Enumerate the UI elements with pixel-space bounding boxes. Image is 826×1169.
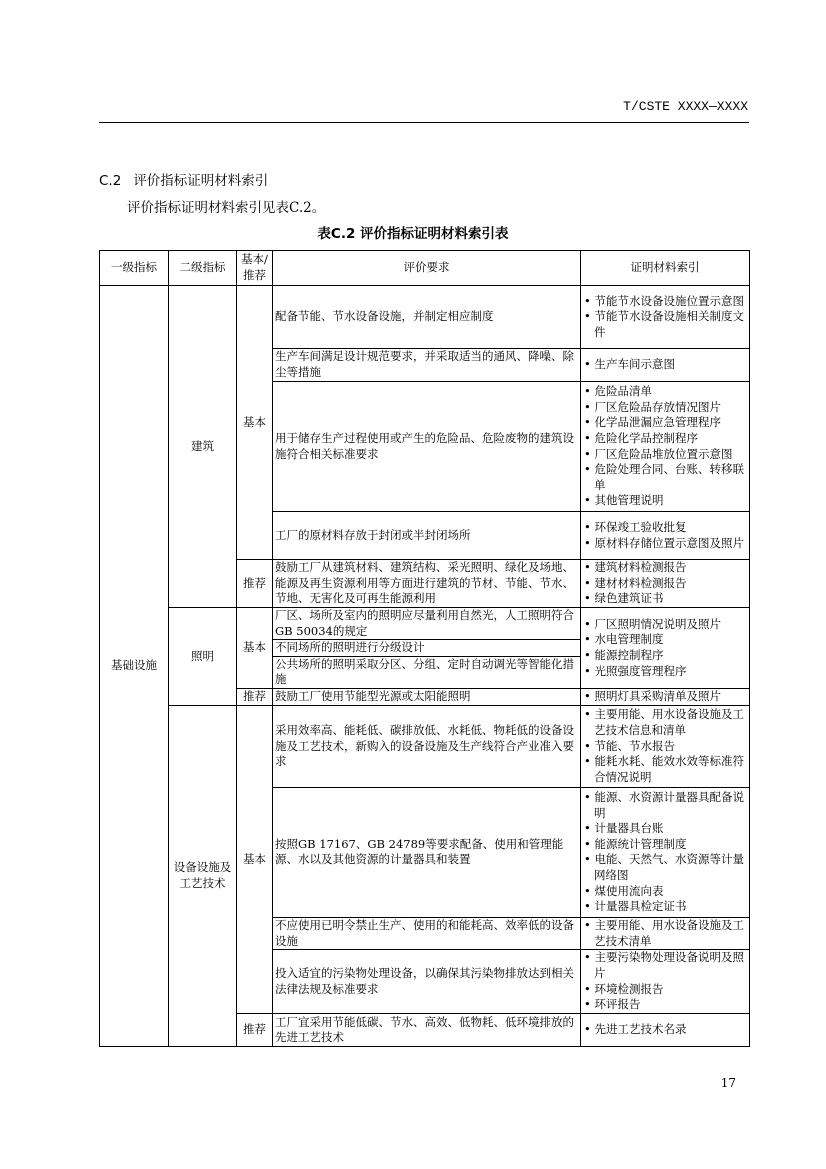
evidence-cell: [581, 950, 750, 1014]
type-cell: 基本: [237, 286, 273, 560]
evidence-item: • 水电管理制度: [584, 632, 747, 648]
evidence-item: • 建筑材料检测报告: [584, 560, 747, 576]
section-number: C.2: [99, 173, 122, 189]
evidence-cell: [581, 560, 750, 608]
type-cell: 推荐: [237, 1014, 273, 1047]
requirement-cell: 投入适宜的污染物处理设备，以确保其污染物排放达到相关法律法规及标准要求: [273, 950, 581, 1014]
requirement-cell: 配备节能、节水设备设施，并制定相应制度: [273, 286, 581, 349]
header-level1: 一级指标: [100, 251, 169, 286]
level2-cell: 照明: [169, 608, 237, 706]
requirement-cell: 采用效率高、能耗低、碳排放低、水耗低、物耗低的设备设施及工艺技术，新购入的设备设施及生产线符合产业准入要求: [273, 705, 581, 787]
evidence-item: • 光照强度管理程序: [584, 664, 747, 680]
type-cell: 基本: [237, 608, 273, 689]
header-evidence: 证明材料索引: [581, 251, 750, 286]
evidence-item: • 生产车间示意图: [584, 357, 747, 373]
type-cell: 推荐: [237, 560, 273, 608]
requirement-cell: 厂区、场所及室内的照明应尽量利用自然光，人工照明符合GB 50034的规定: [273, 608, 581, 640]
evidence-item: • 煤使用流向表: [584, 884, 747, 900]
type-cell: 基本: [237, 705, 273, 1013]
evidence-cell: [581, 608, 750, 689]
requirement-cell: 工厂的原材料存放于封闭或半封闭场所: [273, 512, 581, 560]
requirement-cell: 按照GB 17167、GB 24789等要求配备、使用和管理能源、水以及其他资源的计量器具和装置: [273, 787, 581, 917]
level2-cell: 建筑: [169, 286, 237, 608]
requirement-cell: 用于储存生产过程使用或产生的危险品、危险废物的建筑设施符合相关标准要求: [273, 382, 581, 512]
evidence-item: • 危险化学品控制程序: [584, 431, 747, 447]
evidence-item: • 节能节水设备设施位置示意图: [584, 294, 747, 310]
section-title: [99, 169, 268, 189]
evidence-cell: [581, 705, 750, 787]
evidence-cell: [581, 382, 750, 512]
evidence-cell: [581, 917, 750, 949]
level1-cell: 基础设施: [100, 286, 169, 1047]
evidence-item: • 节能、节水报告: [584, 739, 747, 755]
evidence-item: • 节能节水设备设施相关制度文件: [584, 309, 747, 340]
evidence-item: • 原材料存储位置示意图及照片: [584, 536, 747, 552]
evidence-item: • 环保竣工验收批复: [584, 520, 747, 536]
evidence-cell: [581, 349, 750, 382]
header-level2: 二级指标: [169, 251, 237, 286]
evidence-item: • 厂区照明情况说明及照片: [584, 617, 747, 633]
evidence-item: • 环境检测报告: [584, 982, 747, 998]
evidence-index-table: [99, 250, 750, 1047]
header-type: 基本/推荐: [237, 251, 273, 286]
evidence-item: • 厂区危险品堆放位置示意图: [584, 447, 747, 463]
evidence-item: • 绿色建筑证书: [584, 591, 747, 607]
evidence-cell: [581, 286, 750, 349]
evidence-item: • 照明灯具采购清单及照片: [584, 689, 747, 705]
section-intro: 评价指标证明材料索引见表C.2。: [127, 200, 326, 216]
evidence-cell: [581, 688, 750, 705]
evidence-item: • 化学品泄漏应急管理程序: [584, 415, 747, 431]
table-caption: 表C.2 评价指标证明材料索引表: [317, 226, 509, 242]
evidence-item: • 计量器具检定证书: [584, 899, 747, 915]
requirement-cell: 生产车间满足设计规范要求，并采取适当的通风、降噪、除尘等措施: [273, 349, 581, 382]
evidence-cell: [581, 787, 750, 917]
evidence-item: • 能源控制程序: [584, 648, 747, 664]
requirement-cell: 不同场所的照明进行分级设计: [273, 640, 581, 657]
evidence-item: • 主要污染物处理设备说明及照片: [584, 950, 747, 981]
table-header-row: [100, 251, 750, 286]
type-cell: 推荐: [237, 688, 273, 705]
requirement-cell: 鼓励工厂从建筑材料、建筑结构、采光照明、绿化及场地、能源及再生资源利用等方面进行建筑的节材、节能、节水、节地、无害化及可再生能源利用: [273, 560, 581, 608]
section-title-text: 评价指标证明材料索引: [133, 173, 269, 189]
requirement-cell: 工厂宜采用节能低碳、节水、高效、低物耗、低环境排放的先进工艺技术: [273, 1014, 581, 1047]
evidence-item: • 先进工艺技术名录: [584, 1022, 747, 1038]
table-row: [100, 608, 750, 640]
evidence-item: • 厂区危险品存放情况图片: [584, 400, 747, 416]
level2-cell: 设备设施及工艺技术: [169, 705, 237, 1046]
table-row: [100, 286, 750, 349]
evidence-item: • 能源统计管理制度: [584, 837, 747, 853]
evidence-item: • 危险品清单: [584, 384, 747, 400]
page-number: 17: [720, 1076, 736, 1090]
document-code: T/CSTE XXXX—XXXX: [623, 99, 748, 114]
evidence-item: • 其他管理说明: [584, 493, 747, 509]
requirement-cell: 鼓励工厂使用节能型光源或太阳能照明: [273, 688, 581, 705]
requirement-cell: 公共场所的照明采取分区、分组、定时自动调光等智能化措施: [273, 656, 581, 688]
evidence-item: • 主要用能、用水设备设施及工艺技术清单: [584, 918, 747, 949]
evidence-item: • 能源、水资源计量器具配备说明: [584, 790, 747, 821]
evidence-cell: [581, 1014, 750, 1047]
evidence-item: • 建材材料检测报告: [584, 576, 747, 592]
requirement-cell: 不应使用已明令禁止生产、使用的和能耗高、效率低的设备设施: [273, 917, 581, 949]
evidence-item: • 电能、天然气、水资源等计量网络图: [584, 852, 747, 883]
header-requirement: 评价要求: [273, 251, 581, 286]
evidence-item: • 能耗水耗、能效水效等标准符合情况说明: [584, 754, 747, 785]
evidence-item: • 计量器具台账: [584, 821, 747, 837]
evidence-item: • 环评报告: [584, 997, 747, 1013]
table-row: [100, 705, 750, 787]
evidence-item: • 主要用能、用水设备设施及工艺技术信息和清单: [584, 707, 747, 738]
evidence-cell: [581, 512, 750, 560]
header-rule: [99, 122, 749, 123]
evidence-item: • 危险处理合同、台账、转移联单: [584, 462, 747, 493]
